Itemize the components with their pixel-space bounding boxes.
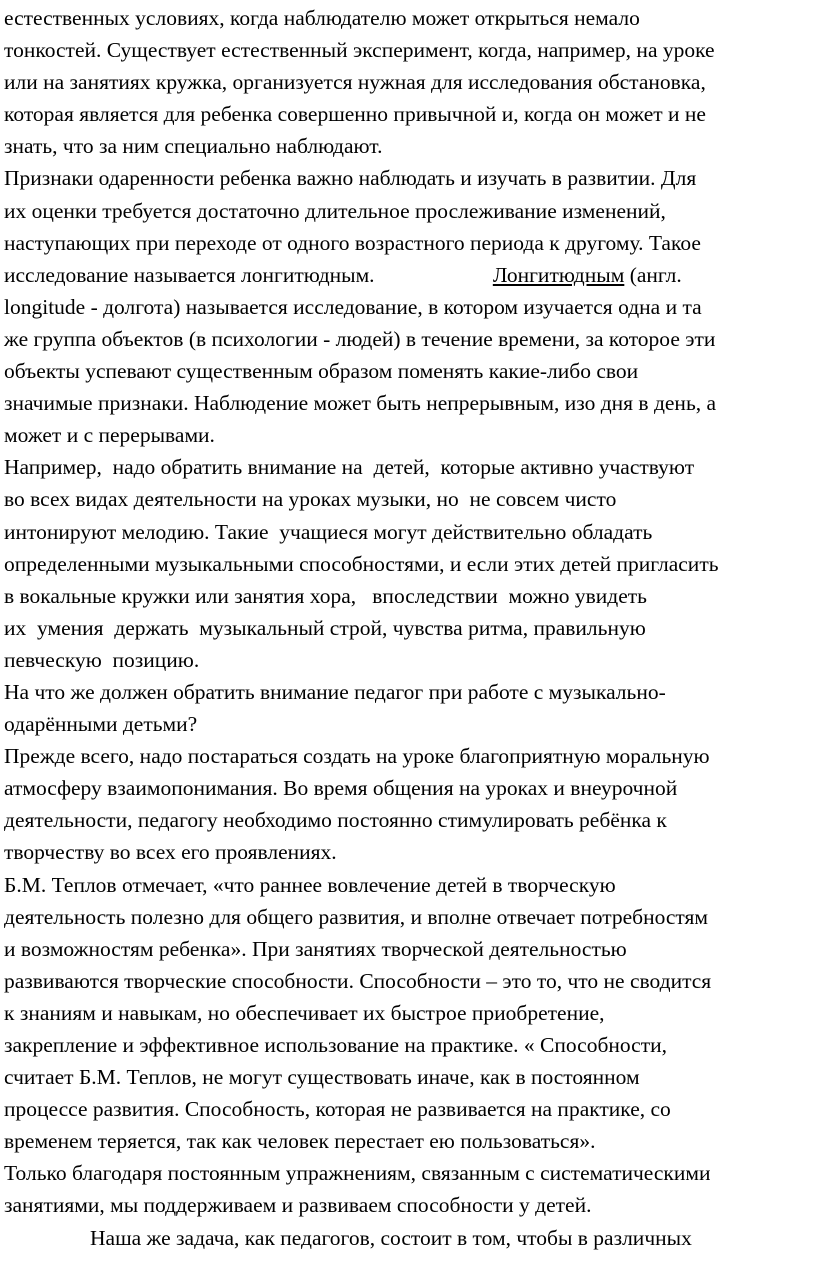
text-line-28: Б.М. Теплов отмечает, «что раннее вовлечение детей в творческую bbox=[4, 872, 616, 897]
term-intro-text: исследование называется лонгитюдным. bbox=[4, 262, 375, 287]
text-line-1: естественных условиях, когда наблюдателю может открыться немало bbox=[4, 6, 640, 30]
text-line-25: атмосферу взаимопонимания. Во время общения на уроках и внеурочной bbox=[4, 776, 678, 801]
text-line-5: знать, что за ним специально наблюдают. bbox=[4, 134, 383, 159]
text-line-7: их оценки требуется достаточно длительное прослеживание изменений, bbox=[4, 198, 666, 223]
text-line-18: определенными музыкальными способностями, и если этих детей пригласить bbox=[4, 551, 719, 576]
text-line-11: же группа объектов (в психологии - людей) в течение времени, за которое эти bbox=[4, 326, 716, 351]
term-english-prefix: (англ. bbox=[624, 262, 682, 287]
text-line-38: занятиями, мы поддерживаем и развиваем способности у детей. bbox=[4, 1193, 592, 1218]
text-line-2: тонкостей. Существует естественный эксперимент, когда, например, на уроке bbox=[4, 38, 715, 63]
text-line-9-term-definition bbox=[4, 259, 812, 291]
text-line-10: longitude - долгота) называется исследование, в котором изучается одна и та bbox=[4, 294, 702, 319]
text-line-20: их умения держать музыкальный строй, чувства ритма, правильную bbox=[4, 615, 646, 640]
text-line-23: одарёнными детьми? bbox=[4, 712, 198, 737]
text-line-33: закрепление и эффективное использование на практике. « Способности, bbox=[4, 1033, 667, 1057]
text-line-31: развиваются творческие способности. Способности – это то, что не сводится bbox=[4, 968, 712, 993]
text-line-34: считает Б.М. Теплов, не могут существовать иначе, как в постоянном bbox=[4, 1065, 640, 1090]
text-line-36: временем теряется, так как человек перестает ею пользоваться». bbox=[4, 1129, 596, 1154]
text-line-37: Только благодаря постоянным упражнениям, связанным с систематическими bbox=[4, 1161, 711, 1186]
text-line-3: или на занятиях кружка, организуется нужная для исследования обстановка, bbox=[4, 70, 706, 95]
text-line-4: которая является для ребенка совершенно привычной и, когда он может и не bbox=[4, 102, 706, 127]
text-line-35: процессе развития. Способность, которая не развивается на практике, со bbox=[4, 1097, 671, 1122]
text-line-39-indented: Наша же задача, как педагогов, состоит в том, чтобы в различных bbox=[90, 1225, 692, 1250]
text-line-8: наступающих при переходе от одного возрастного периода к другому. Такое bbox=[4, 230, 701, 255]
text-line-27: творчеству во всех его проявлениях. bbox=[4, 840, 337, 865]
text-line-24: Прежде всего, надо постараться создать на уроке благоприятную моральную bbox=[4, 744, 710, 769]
text-line-17: интонируют мелодию. Такие учащиеся могут действительно обладать bbox=[4, 519, 653, 544]
text-line-26: деятельности, педагогу необходимо постоянно стимулировать ребёнка к bbox=[4, 808, 667, 833]
text-line-15: Например, надо обратить внимание на детей, которые активно участвуют bbox=[4, 455, 695, 480]
text-line-21: певческую позицию. bbox=[4, 647, 200, 672]
text-line-12: объекты успевают существенным образом поменять какие-либо свои bbox=[4, 359, 639, 384]
text-line-14: может и с перерывами. bbox=[4, 423, 215, 448]
text-line-30: и возможностям ребенка». При занятиях творческой деятельностью bbox=[4, 936, 627, 961]
text-line-13: значимые признаки. Наблюдение может быть непрерывным, изо дня в день, а bbox=[4, 391, 717, 416]
text-line-6: Признаки одаренности ребенка важно наблюдать и изучать в развитии. Для bbox=[4, 166, 697, 191]
underlined-term: Лонгитюдным bbox=[492, 262, 625, 287]
text-line-16: во всех видах деятельности на уроках музыки, но не совсем чисто bbox=[4, 487, 617, 512]
text-line-32: к знаниям и навыкам, но обеспечивает их быстрое приобретение, bbox=[4, 1000, 605, 1025]
text-line-19: в вокальные кружки или занятия хора, впоследствии можно увидеть bbox=[4, 583, 647, 608]
text-line-22: На что же должен обратить внимание педагог при работе с музыкально- bbox=[4, 679, 666, 704]
term-gap bbox=[375, 263, 493, 287]
text-line-29: деятельность полезно для общего развития, и вполне отвечает потребностям bbox=[4, 904, 709, 929]
